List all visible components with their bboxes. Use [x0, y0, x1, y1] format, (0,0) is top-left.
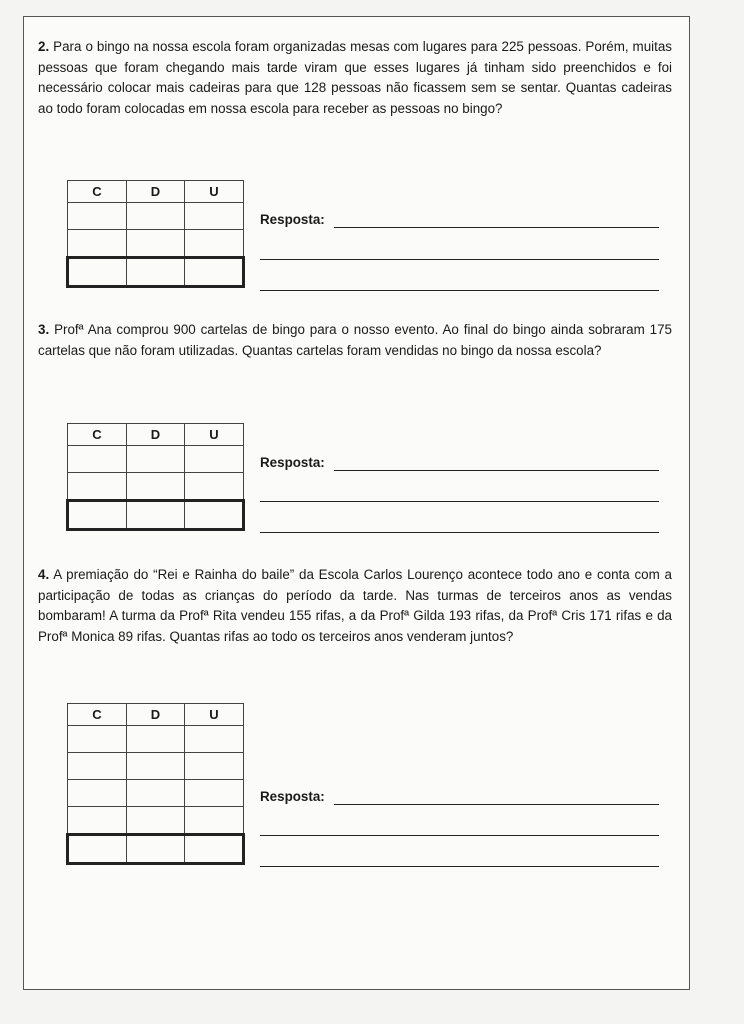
answer-line[interactable]: [334, 804, 659, 805]
answer-line[interactable]: [260, 532, 659, 533]
result-cell[interactable]: [68, 501, 127, 530]
question-3: [38, 320, 672, 361]
cell[interactable]: [127, 780, 185, 807]
cell[interactable]: [185, 446, 244, 473]
cell[interactable]: [185, 726, 244, 753]
header-u: U: [185, 704, 244, 726]
answer-line[interactable]: [334, 227, 659, 228]
header-c: C: [68, 704, 127, 726]
answer-line[interactable]: [260, 835, 659, 836]
cell[interactable]: [127, 203, 185, 230]
cell[interactable]: [68, 807, 127, 835]
cdu-table-q2: [66, 180, 245, 288]
header-c: C: [68, 181, 127, 203]
answer-line[interactable]: [260, 866, 659, 867]
question-text: Profª Ana comprou 900 cartelas de bingo para o nosso evento. Ao final do bingo ainda sobraram 175 cartelas que não foram utilizadas. Quantas cartelas foram vendidas no bingo da nossa escola?: [38, 322, 672, 358]
answer-label: Resposta:: [260, 789, 325, 804]
answer-label: Resposta:: [260, 212, 325, 227]
answer-line[interactable]: [260, 259, 659, 260]
result-cell[interactable]: [185, 258, 244, 287]
question-text: Para o bingo na nossa escola foram organizadas mesas com lugares para 225 pessoas. Porém, muitas pessoas que foram chegando mais tarde viram que esses lugares já tinham sido preenchidos e foi necessário colocar mais cadeiras para que 128 pessoas não ficassem sem se sentar. Quantas cadeiras ao todo foram colocadas em nossa escola para receber as pessoas no bingo?: [38, 39, 672, 116]
cell[interactable]: [127, 753, 185, 780]
cell[interactable]: [127, 230, 185, 258]
result-cell[interactable]: [68, 835, 127, 864]
answer-line[interactable]: [334, 470, 659, 471]
question-number: 2.: [38, 39, 50, 54]
question-number: 3.: [38, 322, 50, 337]
cell[interactable]: [185, 473, 244, 501]
cdu-table-q4: [66, 703, 245, 865]
cell[interactable]: [68, 203, 127, 230]
question-text: A premiação do “Rei e Rainha do baile” da Escola Carlos Lourenço acontece todo ano e conta com a participação de todas as crianças do período da tarde. Nas turmas de terceiros anos as vendas bombaram! A turma da Profª Rita vendeu 155 rifas, a da Profª Gilda 193 rifas, da Profª Cris 171 rifas e da Profª Monica 89 rifas. Quantas rifas ao todo os terceiros anos venderam juntos?: [38, 567, 672, 644]
cell[interactable]: [127, 473, 185, 501]
cell[interactable]: [68, 446, 127, 473]
cell[interactable]: [68, 726, 127, 753]
header-d: D: [127, 181, 185, 203]
result-cell[interactable]: [185, 501, 244, 530]
cell[interactable]: [127, 726, 185, 753]
result-cell[interactable]: [185, 835, 244, 864]
answer-label: Resposta:: [260, 455, 325, 470]
result-cell[interactable]: [127, 835, 185, 864]
header-d: D: [127, 424, 185, 446]
question-4: [38, 565, 672, 647]
cell[interactable]: [68, 473, 127, 501]
cell[interactable]: [185, 230, 244, 258]
cell[interactable]: [127, 446, 185, 473]
header-u: U: [185, 424, 244, 446]
header-u: U: [185, 181, 244, 203]
cell[interactable]: [68, 780, 127, 807]
answer-line[interactable]: [260, 290, 659, 291]
result-cell[interactable]: [68, 258, 127, 287]
answer-line[interactable]: [260, 501, 659, 502]
cell[interactable]: [185, 203, 244, 230]
header-c: C: [68, 424, 127, 446]
worksheet-page: [23, 16, 690, 990]
question-number: 4.: [38, 567, 50, 582]
cell[interactable]: [68, 230, 127, 258]
cell[interactable]: [127, 807, 185, 835]
header-d: D: [127, 704, 185, 726]
cdu-table-q3: [66, 423, 245, 531]
cell[interactable]: [185, 807, 244, 835]
question-2: [38, 37, 672, 119]
cell[interactable]: [185, 753, 244, 780]
cell[interactable]: [68, 753, 127, 780]
cell[interactable]: [185, 780, 244, 807]
result-cell[interactable]: [127, 501, 185, 530]
result-cell[interactable]: [127, 258, 185, 287]
